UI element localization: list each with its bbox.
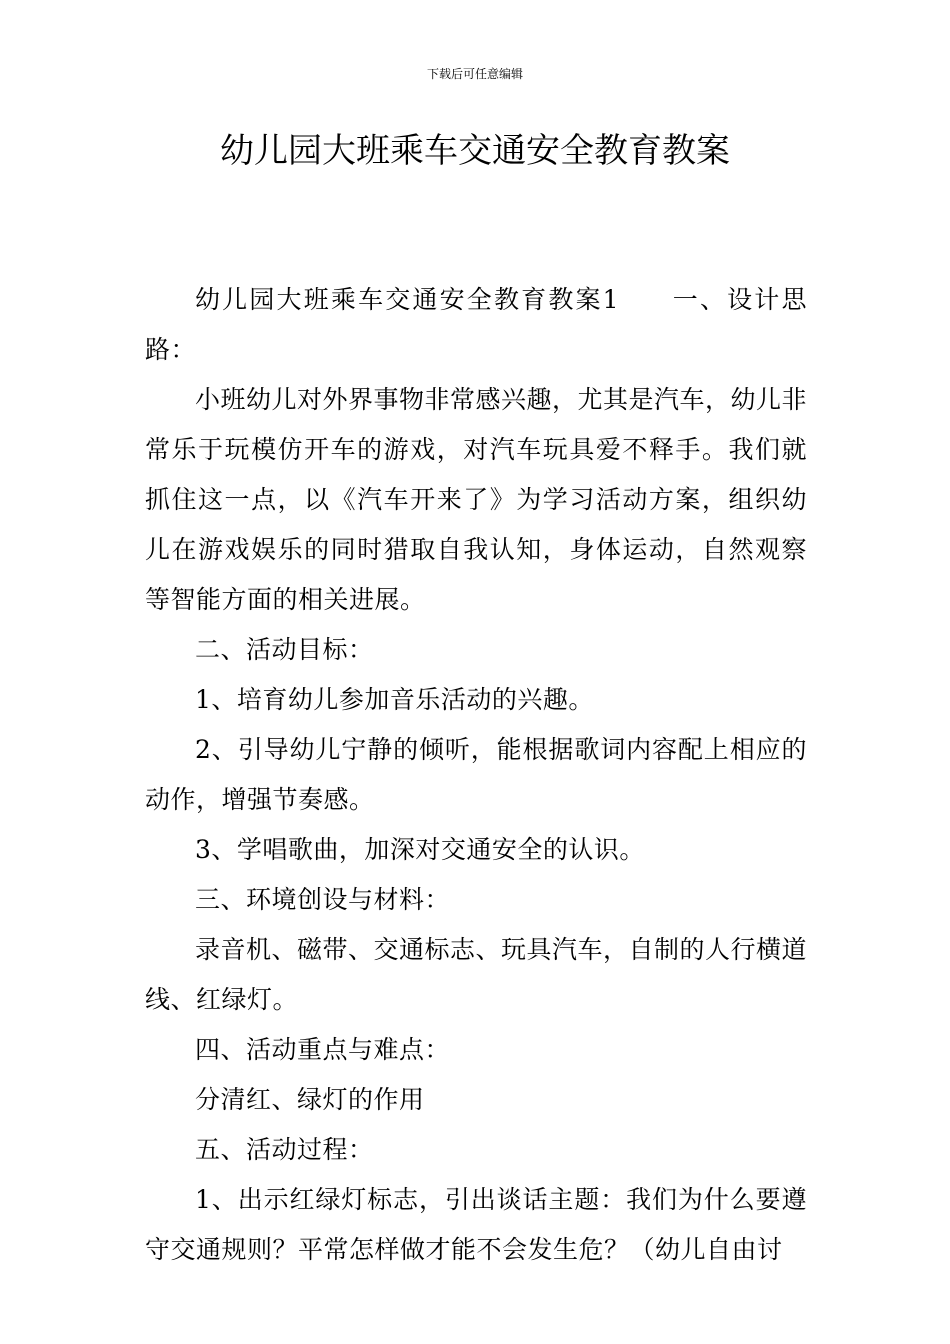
goal-item-2: 2、引导幼儿宁静的倾听，能根据歌词内容配上相应的动作，增强节奏感。 bbox=[145, 735, 807, 814]
goal-item-1: 1、培育幼儿参加音乐活动的兴趣。 bbox=[195, 685, 594, 714]
header-note: 下载后可任意编辑 bbox=[426, 67, 523, 81]
goal-item-3: 3、学唱歌曲，加深对交通安全的认识。 bbox=[195, 835, 645, 864]
section-heading-materials: 三、环境创设与材料： bbox=[195, 885, 451, 914]
section-heading-design: 一、设计思路： bbox=[145, 285, 807, 364]
paragraph-intro-line bbox=[145, 275, 807, 375]
process-item-1: 1、出示红绿灯标志，引出谈话主题：我们为什么要遵守交通规则？平常怎样做才能不会发生危？（幼儿自由讨 bbox=[145, 1185, 807, 1264]
paragraph-materials: 录音机、磁带、交通标志、玩具汽车，自制的人行横道线、红绿灯。 bbox=[145, 935, 808, 1014]
document-body bbox=[145, 275, 807, 1275]
paragraph-focus: 分清红、绿灯的作用 bbox=[195, 1085, 425, 1114]
section-heading-process: 五、活动过程： bbox=[195, 1135, 374, 1164]
lesson-plan-heading: 幼儿园大班乘车交通安全教育教案1 bbox=[195, 285, 620, 314]
section-heading-goals: 二、活动目标： bbox=[195, 635, 374, 664]
paragraph-design-idea: 小班幼儿对外界事物非常感兴趣，尤其是汽车，幼儿非常乐于玩模仿开车的游戏，对汽车玩具爱不释手。我们就抓住这一点，以《汽车开来了》为学习活动方案，组织幼儿在游戏娱乐的同时猎取自我认知，身体运动，自然观察等智能方面的相关进展。 bbox=[145, 385, 808, 614]
document-title: 幼儿园大班乘车交通安全教育教案 bbox=[220, 131, 730, 171]
section-heading-focus: 四、活动重点与难点： bbox=[195, 1035, 451, 1064]
